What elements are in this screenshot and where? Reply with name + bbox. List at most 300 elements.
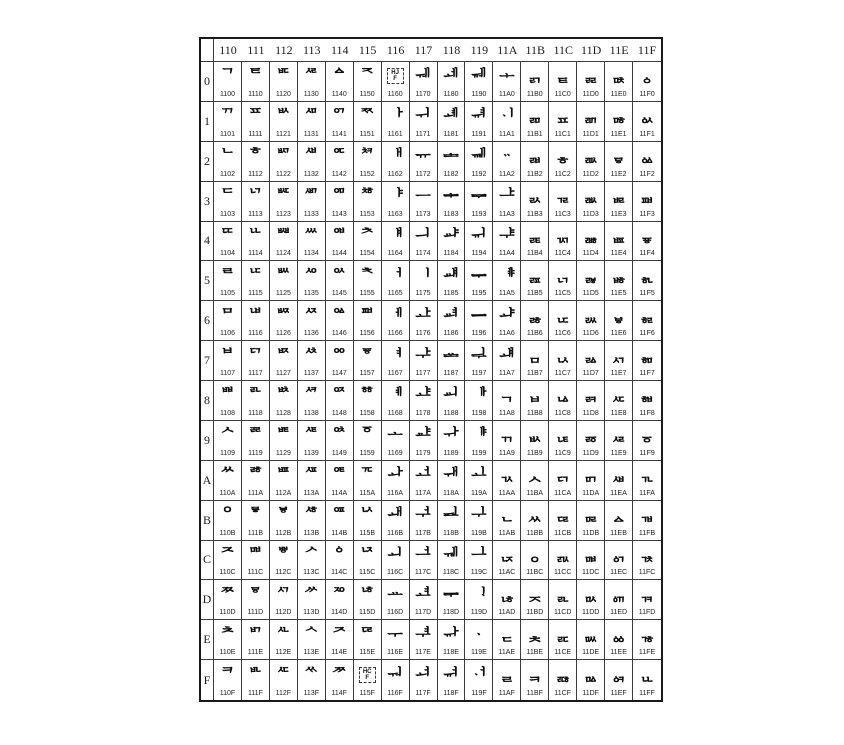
codepoint-label: 1185 [443, 290, 459, 298]
jamo-glyph: ᄮ [275, 624, 292, 644]
jamo-glyph: ᆹ [527, 425, 543, 445]
codepoint-cell-11A5 [493, 261, 521, 301]
codepoint-cell-11C9 [549, 421, 577, 461]
jamo-glyph: ᇓ [582, 186, 599, 206]
codepoint-cell-11F0 [633, 62, 661, 102]
codepoint-cell-1167 [382, 341, 410, 381]
codepoint-label: 1181 [443, 130, 459, 138]
jamo-glyph: ᇀ [554, 66, 571, 86]
jamo-glyph: ᆁ [443, 106, 459, 126]
codepoint-cell-11A7 [493, 341, 521, 381]
codepoint-label: 1109 [219, 449, 235, 457]
codepoint-cell-110C [214, 541, 242, 581]
codepoint-cell-1178 [410, 381, 438, 421]
codepoint-label: 113B [303, 529, 320, 537]
codepoint-label: 11C2 [554, 170, 571, 178]
jamo-glyph: ᄝ [247, 584, 264, 604]
jamo-glyph: ᅥ [387, 265, 403, 285]
codepoint-cell-117B [410, 501, 438, 541]
jamo-glyph: ᆥ [499, 265, 515, 285]
filler-dashed-box: HC F [359, 667, 376, 683]
codepoint-label: 11AD [498, 609, 516, 617]
column-header-119: 119 [465, 39, 493, 62]
codepoint-cell-11DC [577, 541, 605, 581]
jamo-glyph: ᆳ [527, 186, 543, 206]
jamo-glyph: ᅸ [415, 385, 431, 405]
row-header-C: C [201, 541, 214, 581]
jamo-glyph: ᄿ [303, 665, 320, 685]
codepoint-label: 118E [443, 649, 459, 657]
codepoint-cell-1137 [298, 341, 326, 381]
codepoint-cell-11AE [493, 620, 521, 660]
codepoint-label: 1194 [471, 250, 487, 258]
jamo-glyph: ᄇ [219, 345, 236, 365]
codepoint-cell-118D [438, 580, 466, 620]
codepoint-label: 113A [303, 489, 320, 497]
codepoint-label: 118B [443, 529, 459, 537]
jamo-glyph: ᅪ [387, 465, 403, 485]
codepoint-label: 11FB [638, 529, 656, 537]
codepoint-cell-1106 [214, 301, 242, 341]
jamo-glyph: ᇬ [610, 544, 627, 564]
codepoint-label: 1106 [219, 330, 235, 338]
jamo-glyph: ᆋ [443, 505, 459, 525]
codepoint-label: 1168 [387, 409, 403, 417]
codepoint-label: 11CB [554, 529, 572, 537]
codepoint-cell-11C3 [549, 182, 577, 222]
jamo-glyph: ᆴ [527, 225, 543, 245]
codepoint-label: 11AB [498, 529, 516, 537]
codepoint-label: 1120 [275, 90, 291, 98]
jamo-glyph: ᆛ [471, 505, 487, 525]
codepoint-label: 11B0 [526, 90, 543, 98]
jamo-glyph: ᄱ [303, 106, 320, 126]
codepoint-cell-11A9 [493, 421, 521, 461]
codepoint-cell-1165 [382, 261, 410, 301]
codepoint-label: 11DF [582, 690, 599, 697]
codepoint-label: 119A [470, 489, 487, 497]
codepoint-cell-110E [214, 620, 242, 660]
jamo-glyph: ᇼ [639, 544, 655, 564]
jamo-glyph: ᅘ [359, 385, 375, 405]
codepoint-label: 11E3 [610, 210, 627, 218]
codepoint-label: 117E [415, 649, 431, 657]
jamo-glyph: ᅰ [415, 66, 431, 86]
jamo-glyph: ᇦ [610, 305, 627, 325]
codepoint-label: 1122 [275, 170, 291, 178]
codepoint-label: 1186 [443, 330, 459, 338]
jamo-glyph: ᅽ [415, 584, 431, 604]
jamo-glyph: ᅣ [387, 186, 403, 206]
codepoint-cell-1142 [326, 142, 354, 182]
codepoint-cell-11D9 [577, 421, 605, 461]
codepoint-label: 11C0 [554, 90, 571, 98]
jamo-glyph: ᇎ [554, 624, 571, 644]
codepoint-cell-11D1 [577, 102, 605, 142]
codepoint-cell-114E [326, 620, 354, 660]
codepoint-label: 11F5 [639, 290, 655, 298]
jamo-glyph: ᄫ [275, 505, 292, 525]
codepoint-label: 1190 [471, 90, 487, 98]
jamo-glyph: ᄨ [275, 385, 292, 405]
jamo-glyph: ᇱ [639, 106, 655, 126]
codepoint-label: 11A8 [498, 409, 515, 417]
jamo-glyph: ᆓ [471, 186, 487, 206]
jamo-glyph: ᄭ [275, 584, 292, 604]
jamo-glyph: ᆻ [527, 505, 543, 525]
codepoint-label: 1169 [387, 449, 403, 457]
codepoint-label: 1131 [303, 130, 319, 138]
codepoint-cell-11BC [521, 541, 549, 581]
jamo-glyph: ᄉ [219, 425, 236, 445]
jamo-glyph: ᄁ [219, 106, 236, 126]
jamo-glyph: ᇴ [639, 225, 655, 245]
codepoint-label: 1115 [248, 290, 263, 298]
codepoint-cell-1149 [326, 421, 354, 461]
codepoint-label: 11B8 [526, 409, 543, 417]
jamo-glyph: ᅨ [387, 385, 403, 405]
codepoint-label: 11C5 [554, 290, 571, 298]
jamo-glyph: ᆤ [499, 225, 515, 245]
codepoint-cell-1172 [410, 142, 438, 182]
codepoint-cell-11D3 [577, 182, 605, 222]
jamo-glyph: ᅺ [415, 465, 431, 485]
codepoint-cell-1187 [438, 341, 466, 381]
jamo-glyph: ᆿ [527, 665, 543, 685]
codepoint-label: 114C [331, 569, 348, 577]
column-header-118: 118 [438, 39, 466, 62]
jamo-glyph: ᇄ [554, 225, 571, 245]
codepoint-cell-11ED [605, 580, 633, 620]
codepoint-cell-1153 [354, 182, 382, 222]
jamo-glyph: ᄰ [303, 66, 320, 86]
codepoint-label: 11D9 [582, 449, 599, 457]
jamo-glyph: ᅮ [387, 624, 403, 644]
jamo-glyph: ᅻ [415, 505, 431, 525]
jamo-glyph: ᄔ [247, 225, 264, 245]
codepoint-cell-1120 [270, 62, 298, 102]
codepoint-cell-11F1 [633, 102, 661, 142]
codepoint-cell-11BF [521, 660, 549, 700]
codepoint-cell-113A [298, 461, 326, 501]
column-header-11E: 11E [605, 39, 633, 62]
jamo-glyph: ᄴ [303, 225, 320, 245]
codepoint-cell-11DB [577, 501, 605, 541]
jamo-glyph: ᆫ [499, 505, 515, 525]
codepoint-cell-111E [242, 620, 270, 660]
codepoint-cell-1121 [270, 102, 298, 142]
codepoint-cell-1124 [270, 222, 298, 262]
codepoint-cell-1192 [465, 142, 493, 182]
codepoint-label: 11BD [526, 609, 544, 617]
codepoint-cell-1111 [242, 102, 270, 142]
codepoint-label: 11A5 [498, 290, 515, 298]
codepoint-cell-11F5 [633, 261, 661, 301]
codepoint-label: 1187 [443, 370, 459, 377]
codepoint-cell-112E [270, 620, 298, 660]
codepoint-label: 110F [219, 690, 236, 697]
codepoint-cell-1158 [354, 381, 382, 421]
codepoint-cell-11DA [577, 461, 605, 501]
jamo-glyph: ᇕ [582, 265, 599, 285]
jamo-glyph: ᅊ [331, 465, 347, 485]
codepoint-label: 110C [219, 569, 236, 577]
codepoint-label: 1148 [331, 409, 347, 417]
codepoint-label: 1105 [219, 290, 235, 298]
codepoint-label: 110D [219, 609, 236, 617]
codepoint-label: 11C1 [554, 130, 571, 138]
codepoint-cell-116F [382, 660, 410, 700]
codepoint-label: 1165 [387, 290, 403, 298]
jamo-glyph: ᅄ [331, 225, 347, 245]
codepoint-cell-1110 [242, 62, 270, 102]
codepoint-cell-1183 [438, 182, 466, 222]
jamo-glyph: ᄺ [303, 465, 320, 485]
codepoint-label: 1172 [415, 170, 431, 178]
jamo-glyph: ᄠ [275, 66, 292, 86]
codepoint-label: 1196 [471, 330, 487, 338]
jamo-glyph: ᆃ [443, 186, 459, 206]
jamo-glyph: ᅵ [415, 265, 431, 285]
jamo-glyph: ᅃ [331, 186, 347, 206]
jamo-glyph: ᇤ [610, 225, 627, 245]
jamo-glyph: ᄶ [303, 305, 320, 325]
codepoint-cell-1125 [270, 261, 298, 301]
jamo-glyph: ᇖ [582, 305, 599, 325]
jamo-glyph: ᄽ [303, 584, 320, 604]
codepoint-cell-115B [354, 501, 382, 541]
jamo-glyph: ᄈ [219, 385, 236, 405]
codepoint-cell-1127 [270, 341, 298, 381]
jamo-glyph: ᄕ [247, 265, 264, 285]
codepoint-label: 1179 [415, 449, 431, 457]
codepoint-label: 1192 [471, 170, 487, 178]
codepoint-cell-1118 [242, 381, 270, 421]
codepoint-cell-118F [438, 660, 466, 700]
row-header-6: 6 [201, 301, 214, 341]
codepoint-label: 1116 [248, 330, 263, 338]
jamo-glyph: ᇝ [582, 584, 599, 604]
jamo-glyph: ᄄ [219, 225, 236, 245]
codepoint-cell-116C [382, 541, 410, 581]
codepoint-label: 1146 [331, 330, 347, 338]
row-header-0: 0 [201, 62, 214, 102]
jamo-glyph: ᅭ [387, 584, 403, 604]
jamo-glyph: ᄥ [275, 265, 292, 285]
jamo-glyph: ᆩ [499, 425, 515, 445]
codepoint-label: 1135 [303, 290, 319, 298]
codepoint-cell-115D [354, 580, 382, 620]
jamo-glyph: ᆬ [499, 544, 515, 564]
codepoint-cell-1151 [354, 102, 382, 142]
codepoint-cell-11FD [633, 580, 661, 620]
codepoint-label: 117F [415, 690, 431, 697]
codepoint-cell-1139 [298, 421, 326, 461]
codepoint-label: 1111 [248, 130, 263, 138]
jamo-glyph: ᆸ [527, 385, 543, 405]
jamo-glyph: ᅓ [359, 186, 375, 206]
jamo-glyph: ᅿ [415, 665, 431, 685]
codepoint-cell-1104 [214, 222, 242, 262]
codepoint-cell-1173 [410, 182, 438, 222]
jamo-glyph: ᄦ [275, 305, 292, 325]
codepoint-label: 11FC [638, 569, 656, 577]
codepoint-label: 11B5 [526, 290, 543, 298]
jamo-glyph: ᆡ [499, 106, 515, 126]
codepoint-label: 11BA [526, 489, 544, 497]
jamo-glyph: ᇈ [554, 385, 571, 405]
jamo-glyph: ᅆ [331, 305, 347, 325]
jamo-glyph: ᇘ [582, 385, 599, 405]
jamo-glyph: ᄜ [247, 544, 264, 564]
codepoint-label: 1197 [471, 370, 487, 377]
jamo-glyph: ᇜ [582, 544, 599, 564]
jamo-glyph: ᄵ [303, 265, 320, 285]
codepoint-label: 111E [247, 649, 264, 657]
codepoint-label: 1125 [275, 290, 291, 298]
codepoint-cell-1171 [410, 102, 438, 142]
codepoint-cell-11B7 [521, 341, 549, 381]
jamo-glyph: ᅚ [359, 465, 375, 485]
codepoint-label: 11F1 [639, 130, 655, 138]
filler-glyph-area [359, 660, 376, 690]
codepoint-cell-11AF [493, 660, 521, 700]
row-header-5: 5 [201, 261, 214, 301]
row-header-D: D [201, 580, 214, 620]
codepoint-label: 11F2 [639, 170, 655, 178]
codepoint-label: 110B [219, 529, 236, 537]
jamo-glyph: ᇪ [610, 465, 627, 485]
codepoint-cell-1197 [465, 341, 493, 381]
codepoint-cell-114B [326, 501, 354, 541]
jamo-glyph: ᆾ [527, 624, 543, 644]
codepoint-cell-1115 [242, 261, 270, 301]
codepoint-cell-1113 [242, 182, 270, 222]
codepoint-cell-11FA [633, 461, 661, 501]
codepoint-cell-1102 [214, 142, 242, 182]
jamo-glyph: ᅙ [359, 425, 375, 445]
codepoint-label: 11B9 [526, 449, 543, 457]
jamo-glyph: ᅂ [331, 146, 347, 166]
codepoint-cell-1107 [214, 341, 242, 381]
codepoint-label: 11D5 [582, 290, 599, 298]
jamo-glyph: ᅞ [359, 624, 375, 644]
jamo-glyph: ᆇ [443, 345, 459, 365]
jamo-glyph: ᄑ [247, 106, 264, 126]
codepoint-label: 11A1 [498, 130, 515, 138]
codepoint-label: 11C6 [554, 330, 571, 338]
codepoint-label: 11C7 [554, 370, 571, 377]
jamo-glyph: ᆔ [471, 225, 487, 245]
codepoint-cell-11C4 [549, 222, 577, 262]
jamo-glyph: ᇲ [639, 146, 655, 166]
codepoint-cell-118E [438, 620, 466, 660]
row-header-9: 9 [201, 421, 214, 461]
jamo-glyph: ᅤ [387, 225, 403, 245]
codepoint-cell-1184 [438, 222, 466, 262]
codepoint-cell-11D4 [577, 222, 605, 262]
jamo-glyph: ᅒ [359, 146, 375, 166]
codepoint-cell-115A [354, 461, 382, 501]
codepoint-label: 112A [275, 489, 292, 497]
codepoint-label: 11A9 [498, 449, 515, 457]
codepoint-cell-1189 [438, 421, 466, 461]
codepoint-label: 11CC [554, 569, 572, 577]
codepoint-label: 11D3 [582, 210, 599, 218]
jamo-glyph: ᄟ [247, 665, 264, 685]
codepoint-cell-11AB [493, 501, 521, 541]
jamo-glyph: ᇮ [610, 624, 627, 644]
jamo-glyph: ᅁ [331, 106, 347, 126]
codepoint-label: 1119 [248, 449, 263, 457]
codepoint-cell-11B4 [521, 222, 549, 262]
jamo-glyph: ᇫ [610, 505, 627, 525]
codepoint-cell-11E7 [605, 341, 633, 381]
codepoint-label: 1159 [359, 449, 375, 457]
codepoint-label: 1113 [248, 210, 263, 218]
jamo-glyph: ᆶ [527, 305, 543, 325]
codepoint-cell-11C0 [549, 62, 577, 102]
jamo-glyph: ᅎ [331, 624, 347, 644]
jamo-glyph: ᄸ [303, 385, 320, 405]
codepoint-label: 11ED [610, 609, 628, 617]
codepoint-cell-11BB [521, 501, 549, 541]
codepoint-cell-113E [298, 620, 326, 660]
codepoint-cell-1100 [214, 62, 242, 102]
jamo-glyph: ᇂ [554, 146, 571, 166]
codepoint-label: 113F [303, 690, 319, 697]
jamo-glyph: ᆺ [527, 465, 543, 485]
codepoint-cell-1191 [465, 102, 493, 142]
codepoint-cell-111C [242, 541, 270, 581]
codepoint-label: 116D [386, 609, 404, 617]
jamo-glyph: ᇥ [610, 265, 627, 285]
jamo-glyph: ᄃ [219, 186, 236, 206]
codepoint-cell-1163 [382, 182, 410, 222]
codepoint-label: 118C [442, 569, 460, 577]
jamo-glyph: ᇔ [582, 225, 599, 245]
jamo-glyph: ᅦ [387, 305, 403, 325]
codepoint-label: 113E [303, 649, 320, 657]
codepoint-cell-11E0 [605, 62, 633, 102]
codepoint-cell-111D [242, 580, 270, 620]
jamo-glyph: ᅶ [415, 305, 431, 325]
column-header-11D: 11D [577, 39, 605, 62]
codepoint-label: 115B [359, 529, 376, 537]
codepoint-cell-11CE [549, 620, 577, 660]
column-header-110: 110 [214, 39, 242, 62]
codepoint-label: 1151 [359, 130, 375, 138]
codepoint-label: 111A [247, 489, 264, 497]
codepoint-label: 11DA [582, 489, 600, 497]
jamo-glyph: ᄍ [219, 584, 236, 604]
codepoint-label: 11E1 [610, 130, 627, 138]
codepoint-label: 1100 [219, 90, 235, 98]
jamo-glyph: ᅹ [415, 425, 431, 445]
jamo-glyph: ᇟ [582, 665, 599, 685]
codepoint-cell-1140 [326, 62, 354, 102]
codepoint-label: 1126 [275, 330, 291, 338]
codepoint-label: 119C [470, 569, 488, 577]
codepoint-cell-11C6 [549, 301, 577, 341]
jamo-glyph: ᆏ [443, 665, 459, 685]
codepoint-cell-11E6 [605, 301, 633, 341]
column-header-11A: 11A [493, 39, 521, 62]
codepoint-cell-1185 [438, 261, 466, 301]
codepoint-cell-1164 [382, 222, 410, 262]
row-header-1: 1 [201, 102, 214, 142]
codepoint-cell-11A8 [493, 381, 521, 421]
